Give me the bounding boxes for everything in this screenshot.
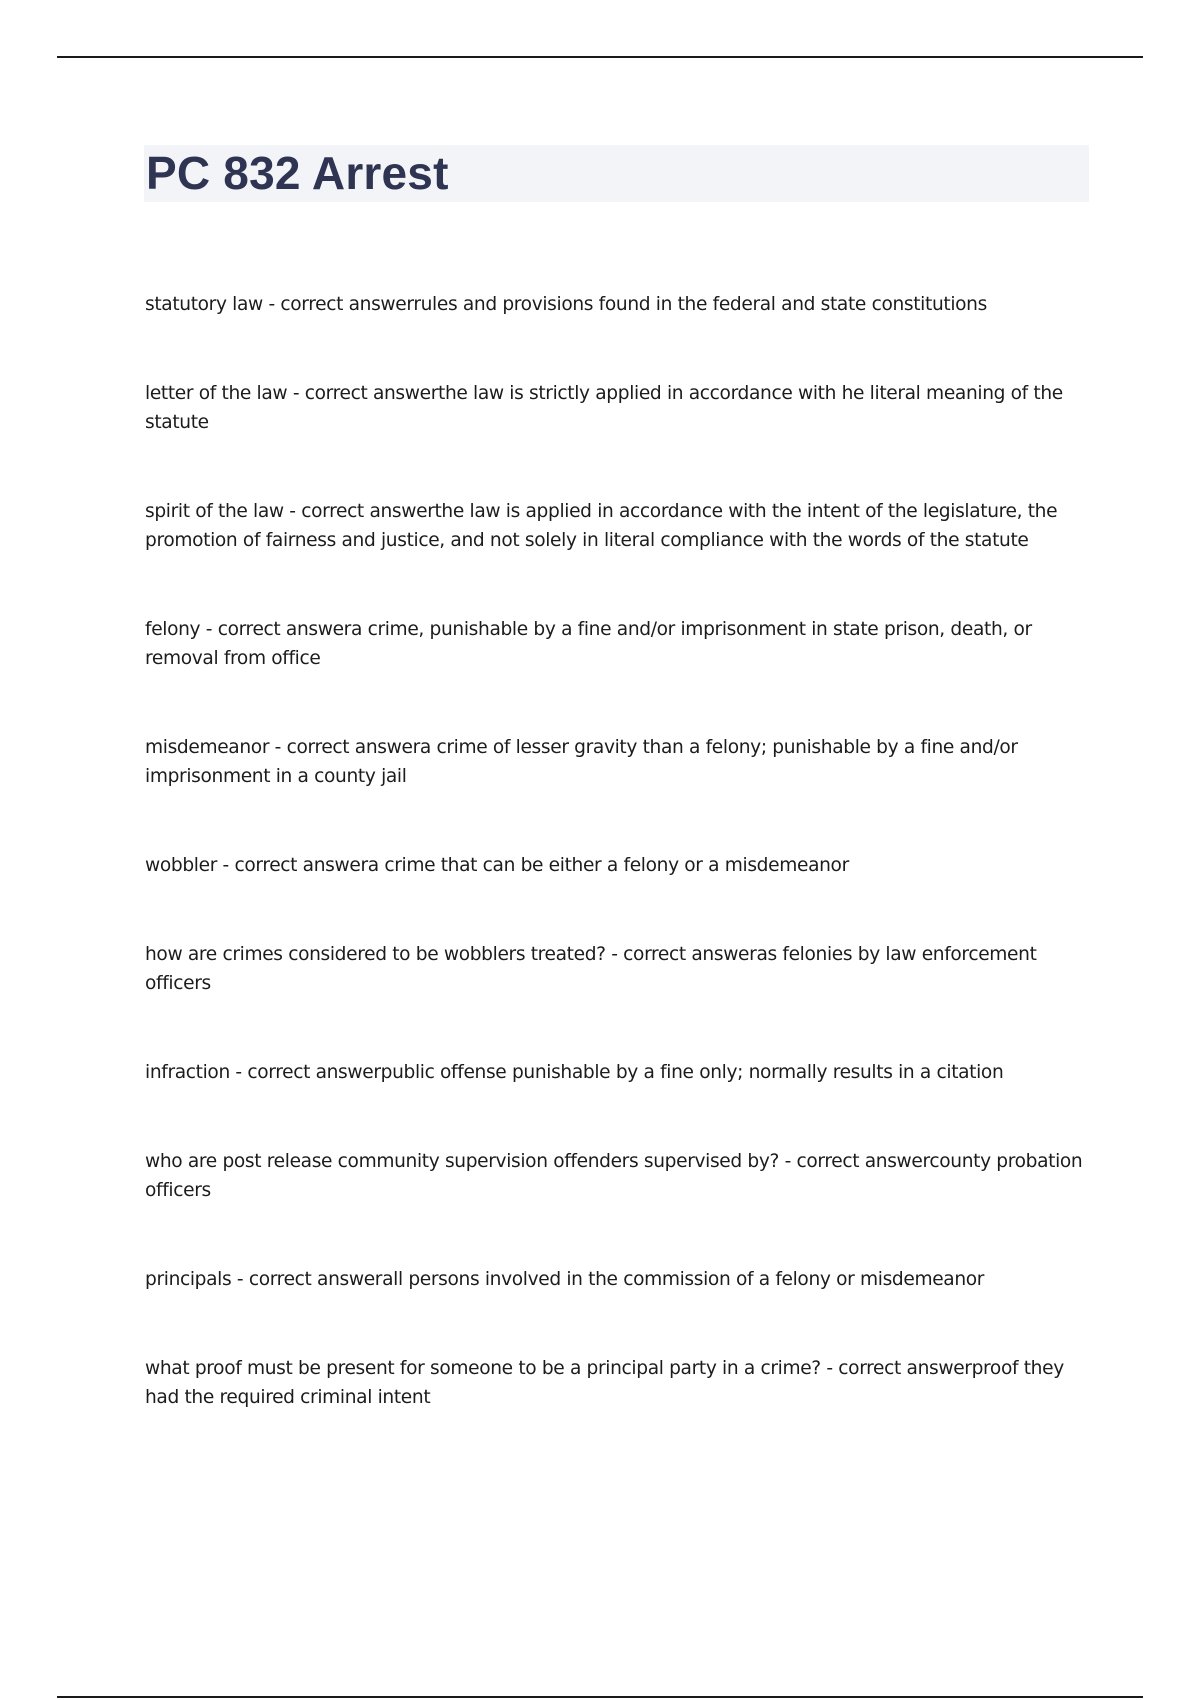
flashcard-list (145, 290, 1095, 1472)
flashcard-entry: letter of the law - correct answerthe law is strictly applied in accordance with he literal meaning of the statute (145, 383, 1063, 433)
flashcard-entry: misdemeanor - correct answera crime of lesser gravity than a felony; punishable by a fine and/or imprisonment in a county jail (145, 737, 1018, 787)
flashcard-entry: statutory law - correct answerrules and provisions found in the federal and state constitutions (145, 294, 987, 315)
flashcard-entry: infraction - correct answerpublic offense punishable by a fine only; normally results in a citation (145, 1062, 1004, 1083)
bottom-rule (57, 1696, 1143, 1698)
page-title: PC 832 Arrest (146, 147, 449, 199)
flashcard-entry: spirit of the law - correct answerthe law is applied in accordance with the intent of the legislature, the promotion of fairness and justice, and not solely in literal compliance with the words of the statute (145, 501, 1058, 551)
flashcard-entry: who are post release community supervision offenders supervised by? - correct answercounty probation officers (145, 1151, 1083, 1201)
flashcard-entry: how are crimes considered to be wobblers treated? - correct answeras felonies by law enforcement officers (145, 944, 1037, 994)
flashcard-entry: principals - correct answerall persons involved in the commission of a felony or misdemeanor (145, 1269, 985, 1290)
flashcard-entry: wobbler - correct answera crime that can be either a felony or a misdemeanor (145, 855, 849, 876)
top-rule (57, 56, 1143, 58)
flashcard-entry: felony - correct answera crime, punishable by a fine and/or imprisonment in state prison, death, or removal from office (145, 619, 1032, 669)
flashcard-entry: what proof must be present for someone to be a principal party in a crime? - correct answerproof they had the required criminal intent (145, 1358, 1064, 1408)
